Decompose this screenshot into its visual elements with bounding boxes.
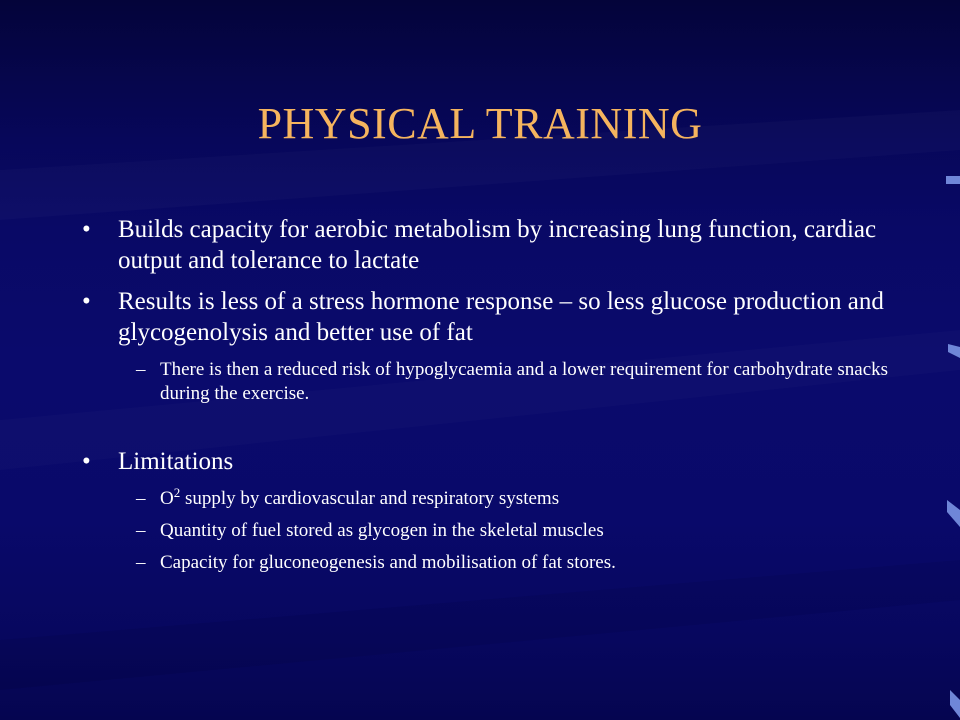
bullet-point [80,446,890,477]
bullet-marker: • [82,288,91,315]
sub-bullet-text: Capacity for gluconeogenesis and mobilisation of fat stores. [160,552,616,573]
sub-bullet-point [80,358,890,406]
sub-bullet-text [160,485,560,509]
sub-bullet-text: There is then a reduced risk of hypoglycaemia and a lower requirement for carbohydrate snacks during the exercise. [160,359,889,404]
spacer [80,412,890,446]
dash-marker: – [136,488,146,509]
o2-rest: supply by cardiovascular and respiratory systems [180,488,560,509]
slide-title: PHYSICAL TRAINING [257,99,703,148]
slide-body [80,214,890,583]
o2-prefix: O [160,488,174,509]
bullet-text: Limitations [118,448,234,475]
sub-bullet-text: Quantity of fuel stored as glycogen in the skeletal muscles [160,520,604,541]
sub-bullet-point [80,487,890,511]
dash-marker: – [136,359,146,380]
bullet-marker: • [82,448,91,475]
bullet-text: Results is less of a stress hormone response – so less glucose production and glycogenolysis and better use of fat [118,288,884,346]
sub-bullet-point [80,551,890,575]
bullet-text: Builds capacity for aerobic metabolism by increasing lung function, cardiac output and tolerance to lactate [118,216,877,274]
bullet-point [80,214,890,276]
dash-marker: – [136,520,146,541]
sub-bullet-point [80,519,890,543]
bullet-marker: • [82,216,91,243]
o2-superscript: 2 [173,485,181,500]
dash-marker: – [136,552,146,573]
bullet-point [80,286,890,348]
